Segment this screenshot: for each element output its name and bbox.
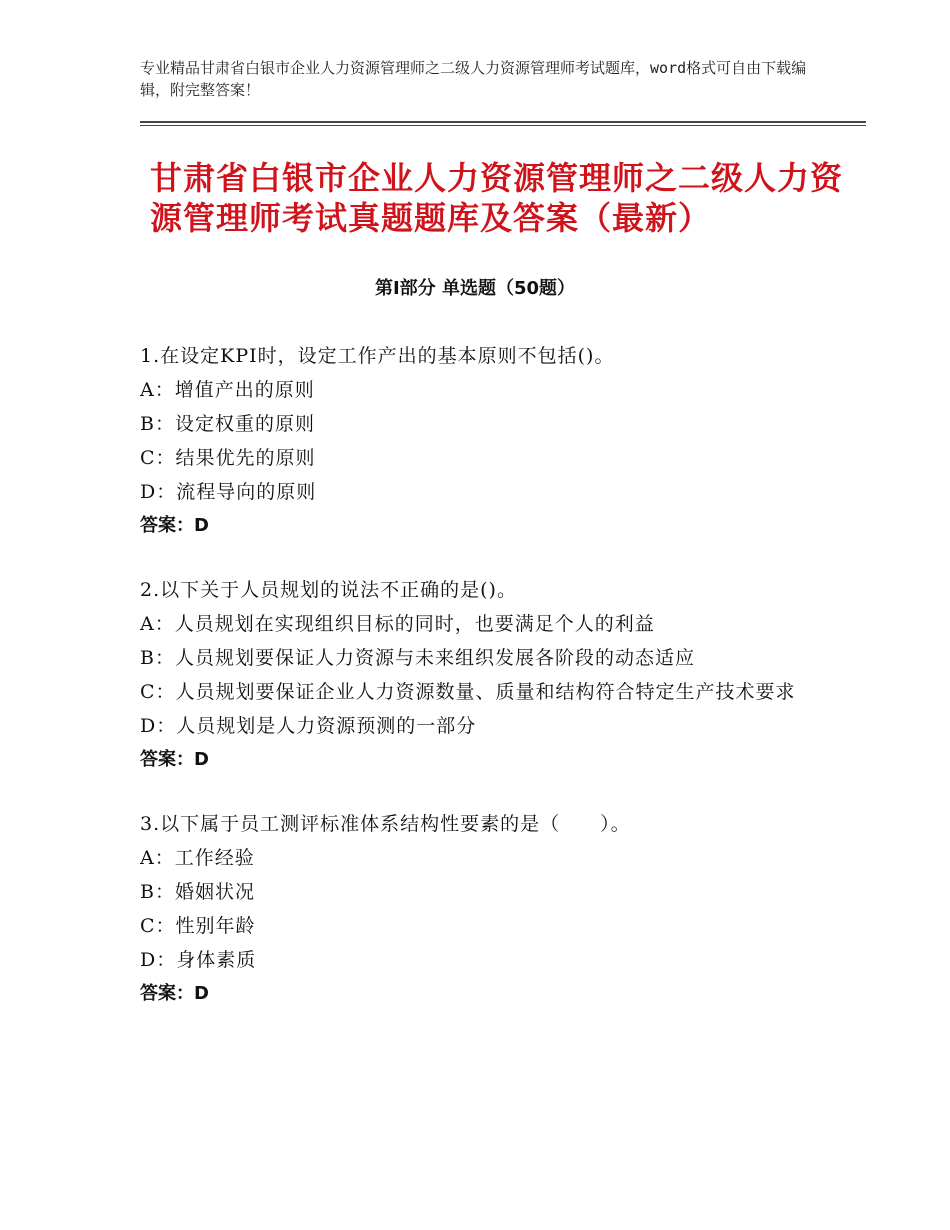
answer-line: 答案：D (140, 983, 209, 1004)
option-d: D：身体素质 (140, 949, 257, 971)
option-a: A：增值产出的原则 (140, 379, 315, 401)
section-heading: 第Ⅰ部分 单选题（50题） (374, 278, 575, 299)
option-d: D：人员规划是人力资源预测的一部分 (140, 715, 477, 737)
header-note: 专业精品甘肃省白银市企业人力资源管理师之二级人力资源管理师考试题库，word格式可自由下载编辑，附完整答案！ (140, 59, 807, 99)
option-b: B：人员规划要保证人力资源与未来组织发展各阶段的动态适应 (140, 647, 695, 669)
option-c: C：人员规划要保证企业人力资源数量、质量和结构符合特定生产技术要求 (140, 681, 796, 703)
question-stem: 2.以下关于人员规划的说法不正确的是()。 (140, 579, 517, 601)
option-a: A：人员规划在实现组织目标的同时，也要满足个人的利益 (140, 613, 655, 635)
option-b: B：设定权重的原则 (140, 413, 315, 435)
option-c: C：结果优先的原则 (140, 447, 316, 469)
option-b: B：婚姻状况 (140, 881, 255, 903)
header-rule-thick (140, 121, 866, 123)
question-stem: 1.在设定KPI时，设定工作产出的基本原则不包括()。 (140, 345, 615, 367)
question-1 (140, 339, 820, 543)
document-title: 甘肃省白银市企业人力资源管理师之二级人力资源管理师考试真题题库及答案（最新） (150, 159, 844, 237)
header-rule-thin (140, 125, 866, 126)
question-list (140, 339, 820, 1041)
option-a: A：工作经验 (140, 847, 255, 869)
answer-line: 答案：D (140, 515, 209, 536)
option-c: C：性别年龄 (140, 915, 256, 937)
question-stem: 3.以下属于员工测评标准体系结构性要素的是（ ）。 (140, 813, 631, 835)
question-3 (140, 807, 820, 1011)
answer-line: 答案：D (140, 749, 209, 770)
option-d: D：流程导向的原则 (140, 481, 317, 503)
question-2 (140, 573, 820, 777)
